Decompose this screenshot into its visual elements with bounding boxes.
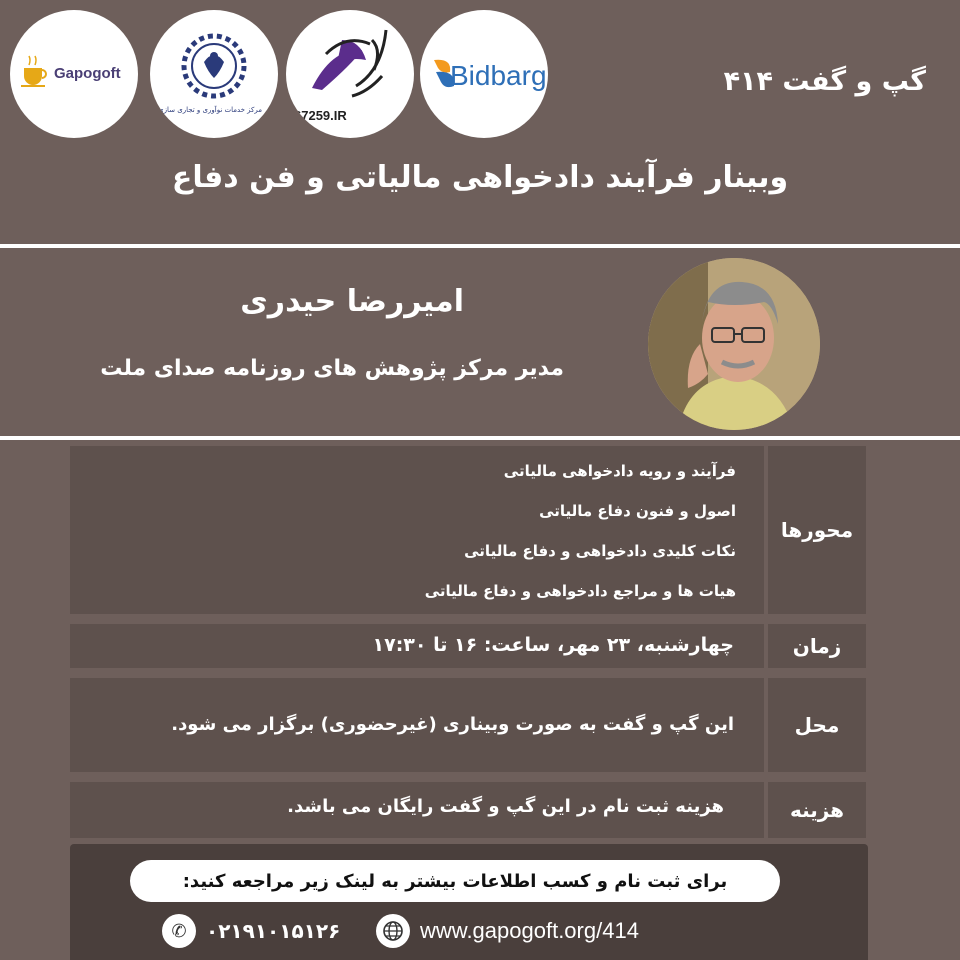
ehsan-hekmat-logo-text: 67259.IR bbox=[294, 108, 347, 123]
place-value: این گپ و گفت به صورت وبیناری (غیرحضوری) برگزار می شود. bbox=[171, 714, 734, 735]
phone-contact[interactable] bbox=[162, 914, 340, 948]
divider-bottom bbox=[0, 436, 960, 440]
globe-icon bbox=[376, 914, 410, 948]
topics-panel bbox=[70, 446, 764, 614]
speaker-name: امیررضا حیدری bbox=[240, 284, 464, 319]
place-panel bbox=[70, 678, 764, 772]
gapogoft-logo bbox=[10, 10, 138, 138]
topic-item: اصول و فنون دفاع مالیاتی bbox=[539, 502, 736, 520]
time-panel bbox=[70, 624, 764, 668]
phone-number: ۰۲۱۹۱۰۱۵۱۲۶ bbox=[206, 919, 341, 943]
website-link[interactable] bbox=[376, 914, 639, 948]
topic-item: نکات کلیدی دادخواهی و دفاع مالیاتی bbox=[464, 542, 736, 560]
innovation-center-logo bbox=[150, 10, 278, 138]
bidbarg-logo bbox=[420, 10, 548, 138]
ehsan-hekmat-logo bbox=[286, 10, 414, 138]
gear-emblem-icon bbox=[150, 10, 278, 138]
page-title: وبینار فرآیند دادخواهی مالیاتی و فن دفاع bbox=[171, 160, 789, 195]
innovation-center-logo-text: مرکز خدمات نوآوری و تجاری سازی bbox=[158, 106, 262, 114]
series-label: گپ و گفت ۴۱۴ bbox=[723, 66, 926, 97]
speaker-role: مدیر مرکز پژوهش های روزنامه صدای ملت bbox=[100, 356, 564, 381]
speaker-portrait-icon bbox=[648, 258, 820, 430]
time-value: چهارشنبه، ۲۳ مهر، ساعت: ۱۶ تا ۱۷:۳۰ bbox=[372, 634, 734, 656]
place-label: محل bbox=[768, 678, 866, 772]
time-label: زمان bbox=[768, 624, 866, 668]
cost-label: هزینه bbox=[768, 782, 866, 838]
gapogoft-logo-text: Gapogoft bbox=[54, 65, 121, 82]
cost-value: هزینه ثبت نام در این گپ و گفت رایگان می باشد. bbox=[287, 796, 724, 817]
phone-icon: ✆ bbox=[162, 914, 196, 948]
topic-item: هیات ها و مراجع دادخواهی و دفاع مالیاتی bbox=[424, 582, 736, 600]
cost-panel bbox=[70, 782, 764, 838]
bidbarg-logo-text: Bidbarg bbox=[450, 60, 547, 91]
speaker-photo bbox=[648, 258, 820, 430]
registration-cta: برای ثبت نام و کسب اطلاعات بیشتر به لینک زیر مراجعه کنید: bbox=[130, 860, 780, 902]
topics-label: محورها bbox=[768, 446, 866, 614]
website-url: www.gapogoft.org/414 bbox=[420, 918, 639, 943]
topic-item: فرآیند و رویه دادخواهی مالیاتی bbox=[503, 462, 736, 480]
divider-top bbox=[0, 244, 960, 248]
